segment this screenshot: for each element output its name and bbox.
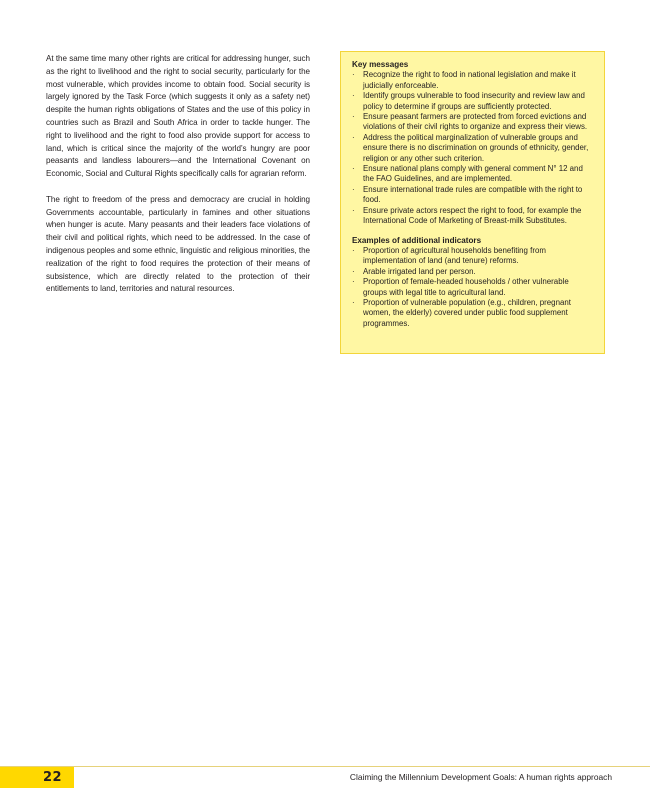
indicators-heading: Examples of additional indicators [352, 235, 482, 245]
indicator-item: · Proportion of female-headed households / other vulnerable groups with legal title to agricultural land. [352, 277, 594, 298]
key-message-item: · Address the political marginalization of vulnerable groups and ensure there is no discrimination on grounds of ethnicity, gender, religion or any other such criterion. [352, 133, 594, 164]
body-paragraph-1: At the same time many other rights are critical for addressing hunger, such as the right to livelihood and the right to social security, particularly for the most vulnerable, which provides income to obtain food. Social security is largely ignored by the Task Force (which suggests it only as a safety net) despite the human rights obligations of States and the use of this policy in countries such as Brazil and South Africa in order to tackle hunger. The right to livelihood and the right to food also provide support for access to land, which is critical since the majority of the world’s hungry are poor peasants and landless labourers—and the International Covenant on Economic, Social and Cultural Rights specifically calls for agrarian reform. [46, 54, 310, 179]
page-number: 22 [43, 770, 63, 785]
indicator-item: · Proportion of agricultural households benefiting from implementation of land (and tenure) reforms. [352, 246, 594, 267]
page-number-tab [0, 767, 74, 788]
body-paragraph-2: The right to freedom of the press and democracy are crucial in holding Governments accountable, particularly in famines and other situations when hunger is acute. Many peasants and their leaders face violations of their civil and political rights, which need to be addressed. In the case of indigenous peoples and some ethnic, linguistic and religious minorities, the realization of the right to food requires the protection of their means of subsistence, which are directly related to the protection of their entitlements to land, territories and natural resources. [46, 194, 310, 294]
key-messages-list [352, 70, 594, 226]
key-message-item: · Recognize the right to food in national legislation and make it judicially enforceable. [352, 70, 594, 91]
indicator-item: · Proportion of vulnerable population (e.g., children, pregnant women, the elderly) covered under public food supplement programmes. [352, 298, 594, 329]
key-message-item: · Ensure private actors respect the right to food, for example the International Code of Marketing of Breast-milk Substitutes. [352, 206, 594, 227]
indicators-list [352, 246, 594, 329]
body-text-column [46, 53, 310, 309]
running-title: Claiming the Millennium Development Goals: A human rights approach [349, 772, 612, 782]
indicator-item: · Arable irrigated land per person. [352, 267, 594, 277]
key-messages-heading: Key messages [352, 60, 409, 69]
key-messages-box [340, 51, 605, 354]
footer-rule [0, 766, 650, 767]
key-message-item: · Ensure peasant farmers are protected from forced evictions and violations of their civil rights to organize and express their views. [352, 112, 594, 133]
key-message-item: · Ensure national plans comply with general comment N° 12 and the FAO Guidelines, and are implemented. [352, 164, 594, 185]
key-message-item: · Ensure international trade rules are compatible with the right to food. [352, 185, 594, 206]
key-message-item: · Identify groups vulnerable to food insecurity and review law and policy to determine if groups are sufficiently protected. [352, 91, 594, 112]
